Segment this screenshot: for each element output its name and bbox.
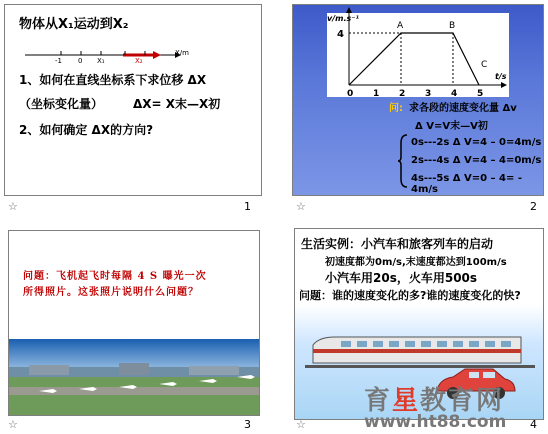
slide1-title: 物体从X₁运动到X₂: [19, 17, 129, 32]
slide-thumbnail-3[interactable]: [8, 230, 260, 416]
x-tick-label: 0: [347, 89, 354, 99]
slide-transition-icon[interactable]: ☆: [8, 418, 18, 431]
slide-transition-icon[interactable]: ☆: [296, 200, 306, 213]
y-axis-label: v/m.s⁻¹: [327, 14, 359, 23]
airport-photo: [9, 339, 260, 415]
slide1-line1: 1、如何在直线坐标系下求位移 ΔX: [19, 73, 207, 87]
slide4-header: 生活实例：小汽车和旅客列车的启动: [301, 237, 494, 251]
item-3: 4s---5s Δ V=0 – 4= - 4m/s: [411, 173, 522, 195]
watermark-url: www.ht88.com: [364, 412, 507, 432]
point-label: B: [449, 21, 456, 31]
slide3-question-line1: 问题：飞机起飞时每隔 4 S 曝光一次: [23, 271, 207, 282]
y-axis-arrow: [346, 7, 352, 13]
tick-label: X₁: [97, 57, 105, 65]
slide1-line2a: （坐标变化量）: [19, 97, 104, 111]
question-label: 问:: [389, 103, 403, 114]
slide-thumbnail-2[interactable]: [292, 4, 544, 196]
slide-transition-icon[interactable]: ☆: [8, 200, 18, 213]
watermark-logo: [364, 380, 548, 434]
x-tick-label: 1: [373, 89, 380, 99]
y-tick-label: 4: [337, 29, 344, 40]
tick-label: X₂: [135, 57, 143, 65]
question-text: 求各段的速度变化量 Δv: [409, 103, 517, 114]
point-label: A: [397, 21, 404, 31]
x-tick-label: 5: [477, 89, 484, 99]
slide1-line2b: ΔX= X末—X初: [133, 97, 221, 111]
slide-transition-icon[interactable]: ☆: [296, 418, 306, 431]
x-tick-label: 2: [399, 89, 406, 99]
tick-label: -1: [55, 57, 62, 65]
slide4-question: 问题：谁的速度变化的多?谁的速度变化的快?: [299, 289, 521, 302]
brace-icon: [397, 133, 409, 189]
slide-number: 2: [530, 200, 537, 213]
velocity-time-chart: [293, 5, 544, 105]
number-line: [5, 33, 262, 73]
axis-unit: X/m: [175, 49, 189, 57]
watermark-brand: 育星教育网: [364, 386, 505, 416]
x-tick-label: 3: [425, 89, 432, 99]
formula: Δ V=V末—V初: [415, 121, 488, 132]
slide-number: 4: [530, 418, 537, 431]
slide-thumbnail-1[interactable]: [4, 4, 262, 196]
slide-number: 1: [244, 200, 251, 213]
slide-number: 3: [244, 418, 251, 431]
x-tick-label: 4: [451, 89, 458, 99]
point-label: C: [481, 60, 488, 70]
slide1-line3: 2、如何确定 ΔX的方向?: [19, 123, 154, 137]
item-2: 2s---4s Δ V=4 – 4=0m/s: [411, 155, 542, 166]
item-1: 0s---2s Δ V=4 – 0=4m/s: [411, 137, 542, 148]
tick-label: 0: [78, 57, 83, 65]
slide4-line2: 小汽车用20s，火车用500s: [325, 271, 478, 285]
x-axis-label: t/s: [495, 72, 507, 81]
slide4-line1: 初速度都为0m/s,末速度都达到100m/s: [325, 257, 507, 268]
slide3-question-line2: 所得照片。这张照片说明什么问题？: [23, 287, 199, 298]
